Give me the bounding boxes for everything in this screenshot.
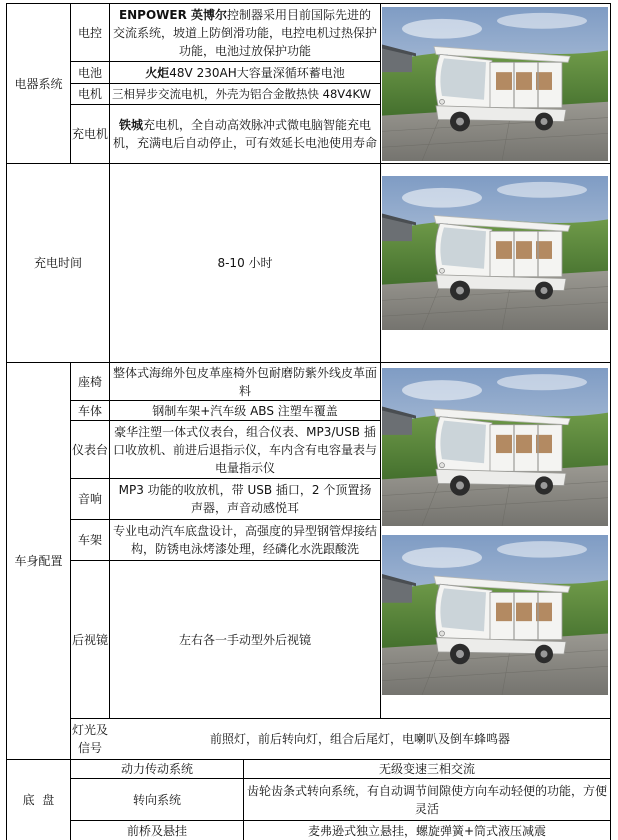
chassis-row-value: 麦弗逊式独立悬挂，螺旋弹簧+筒式液压减震: [307, 823, 547, 838]
row-value-audio: MP3 功能的收放机，带 USB 插口，2 个顶置扬声器，声音动感悦耳: [118, 483, 372, 515]
brand-name: 火炬: [145, 65, 170, 80]
golf-cart-photo: [382, 7, 608, 161]
category-electrical: [7, 4, 70, 163]
row-value-frame: 专业电动汽车底盘设计，高强度的异型钢管焊接结构，防锈电泳烤漆处理，经磷化水洗跟酸洗: [113, 524, 378, 556]
chassis-row-label: 前桥及悬挂: [126, 823, 187, 838]
grid-line: [610, 3, 611, 840]
row-value-controller: ENPOWER 英博尔控制器采用目前国际先进的交流系统，坡道上防倒滑功能，电控电机过热保护功能，电池过放保护功能: [113, 7, 378, 58]
chassis-row-value: 齿轮齿条式转向系统，有自动调节间隙使方向车动轻便的功能，方便灵活: [247, 783, 608, 816]
row-value-mirror: 左右各一手动型外后视镜: [178, 632, 311, 647]
row-label-seat: 座椅: [77, 374, 102, 389]
row-value-body: 钢制车架+汽车级 ABS 注塑车覆盖: [152, 403, 338, 418]
chassis-row-value: 无级变速三相交流: [378, 762, 475, 776]
row-label-body: 车体: [77, 403, 102, 418]
grid-line: [380, 3, 381, 718]
golf-cart-photo: [382, 176, 608, 330]
category-label: 底 盘: [22, 793, 55, 807]
row-value-charger: 铁城充电机，全自动高效脉冲式微电脑智能充电机，充满电后自动停止，可有效延长电池使用寿命: [113, 118, 378, 150]
row-value-dashboard: 豪华注塑一体式仪表台，组合仪表、MP3/USB 插口收放机、前进后退指示仪，车内含有电容量表与电量指示仪: [113, 424, 378, 475]
row-label-dashboard: 仪表台: [71, 442, 108, 457]
row-label-audio: 音响: [77, 492, 102, 506]
golf-cart-photo: [382, 535, 608, 695]
category-label: 电器系统: [14, 76, 63, 91]
row-label-lights: 灯光及信号: [72, 723, 109, 755]
chassis-row-label: 动力传动系统: [120, 762, 193, 776]
chassis-row-label: 转向系统: [132, 792, 181, 807]
row-value-seat: 整体式海绵外包皮革座椅外包耐磨防紫外线皮革面料: [113, 365, 378, 398]
charging-time-label: 充电时间: [33, 256, 82, 270]
category-chassis: [7, 760, 70, 840]
row-value-lights: 前照灯，前后转向灯，组合后尾灯，电喇叭及倒车蜂鸣器: [209, 732, 510, 746]
row-value-motor: 三相异步交流电机，外壳为铝合金散热快 48V4KW: [112, 87, 371, 101]
brand-name: ENPOWER 英博尔: [118, 7, 228, 22]
row-value-battery: 火炬48V 230AH大容量深循环蓄电池: [145, 65, 345, 80]
category-body-config: [7, 363, 70, 759]
row-label-controller: 电控: [77, 25, 102, 40]
brand-name: 铁城: [118, 118, 143, 132]
category-label: 车身配置: [14, 554, 63, 568]
row-label-mirror: 后视镜: [71, 632, 108, 647]
golf-cart-photo: [382, 368, 608, 526]
row-label-battery: 电池: [77, 65, 102, 80]
row-label-frame: 车架: [77, 533, 102, 547]
row-label-motor: 电机: [77, 87, 102, 101]
charging-time-value: 8-10 小时: [217, 256, 273, 270]
row-label-charger: 充电机: [71, 127, 108, 141]
